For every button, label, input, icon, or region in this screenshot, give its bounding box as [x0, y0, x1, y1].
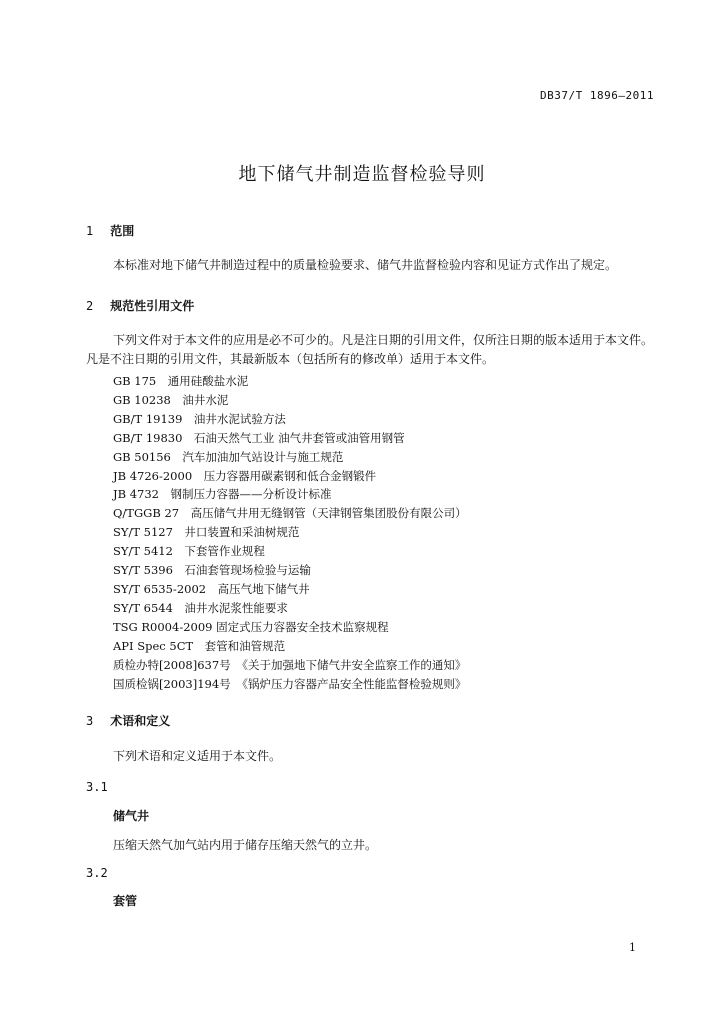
- reference-item: JB 4732 钢制压力容器——分析设计标准: [113, 487, 332, 502]
- reference-item: SY/T 6544 油井水泥浆性能要求: [113, 600, 288, 615]
- reference-item: GB 175 通用硅酸盐水泥: [113, 374, 249, 388]
- reference-item: 质检办特[2008]637号 《关于加强地下储气井安全监察工作的通知》: [113, 657, 467, 672]
- section-title: 范围: [110, 224, 135, 238]
- section-1-heading: [86, 222, 134, 239]
- reference-item: SY/T 5396 石油套管现场检验与运输: [113, 563, 311, 578]
- reference-item: SY/T 5127 井口装置和采油树规范: [113, 525, 300, 540]
- reference-item: JB 4726-2000 压力容器用碳素钢和低合金钢锻件: [113, 468, 377, 483]
- section-3-heading: [86, 712, 170, 729]
- section-title: 术语和定义: [110, 714, 171, 728]
- reference-list: [113, 372, 467, 693]
- section-2-body: 下列文件对于本文件的应用是必不可少的。凡是注日期的引用文件，仅所注日期的版本适用于本文件。凡是不注日期的引用文件，其最新版本（包括所有的修改单）适用于本文件。: [86, 333, 654, 366]
- section-2-heading: [86, 297, 194, 314]
- reference-item: GB 10238 油井水泥: [113, 392, 229, 407]
- term-number: 3.2: [86, 866, 108, 880]
- document-title: 地下储气井制造监督检验导则: [238, 164, 486, 185]
- term-number: 3.1: [86, 780, 108, 794]
- reference-item: TSG R0004-2009 固定式压力容器安全技术监察规程: [113, 619, 389, 634]
- reference-item: API Spec 5CT 套管和油管规范: [113, 638, 286, 653]
- reference-item: 国质检锅[2003]194号 《锅炉压力容器产品安全性能监督检验规则》: [113, 676, 467, 691]
- term-definition: 压缩天然气加气站内用于储存压缩天然气的立井。: [113, 838, 378, 852]
- section-number: 3: [86, 714, 94, 728]
- reference-item: Q/TGGB 27 高压储气井用无缝钢管（天津钢管集团股份有限公司）: [113, 506, 467, 521]
- term-name: 套管: [113, 894, 138, 908]
- section-1-body: 本标准对地下储气井制造过程中的质量检验要求、储气井监督检验内容和见证方式作出了规定。: [113, 258, 618, 272]
- section-title: 规范性引用文件: [110, 299, 195, 313]
- reference-item: GB/T 19139 油井水泥试验方法: [113, 411, 286, 426]
- section-number: 2: [86, 299, 94, 313]
- section-number: 1: [86, 224, 94, 238]
- section-3-body: 下列术语和定义适用于本文件。: [113, 749, 282, 763]
- standard-code: DB37/T 1896—2011: [540, 89, 654, 102]
- reference-item: GB 50156 汽车加油加气站设计与施工规范: [113, 449, 344, 464]
- page-number: 1: [629, 941, 636, 954]
- term-name: 储气井: [113, 809, 150, 823]
- reference-item: GB/T 19830 石油天然气工业 油气井套管或油管用钢管: [113, 430, 405, 445]
- reference-item: SY/T 6535-2002 高压气地下储气井: [113, 581, 310, 596]
- reference-item: SY/T 5412 下套管作业规程: [113, 544, 265, 559]
